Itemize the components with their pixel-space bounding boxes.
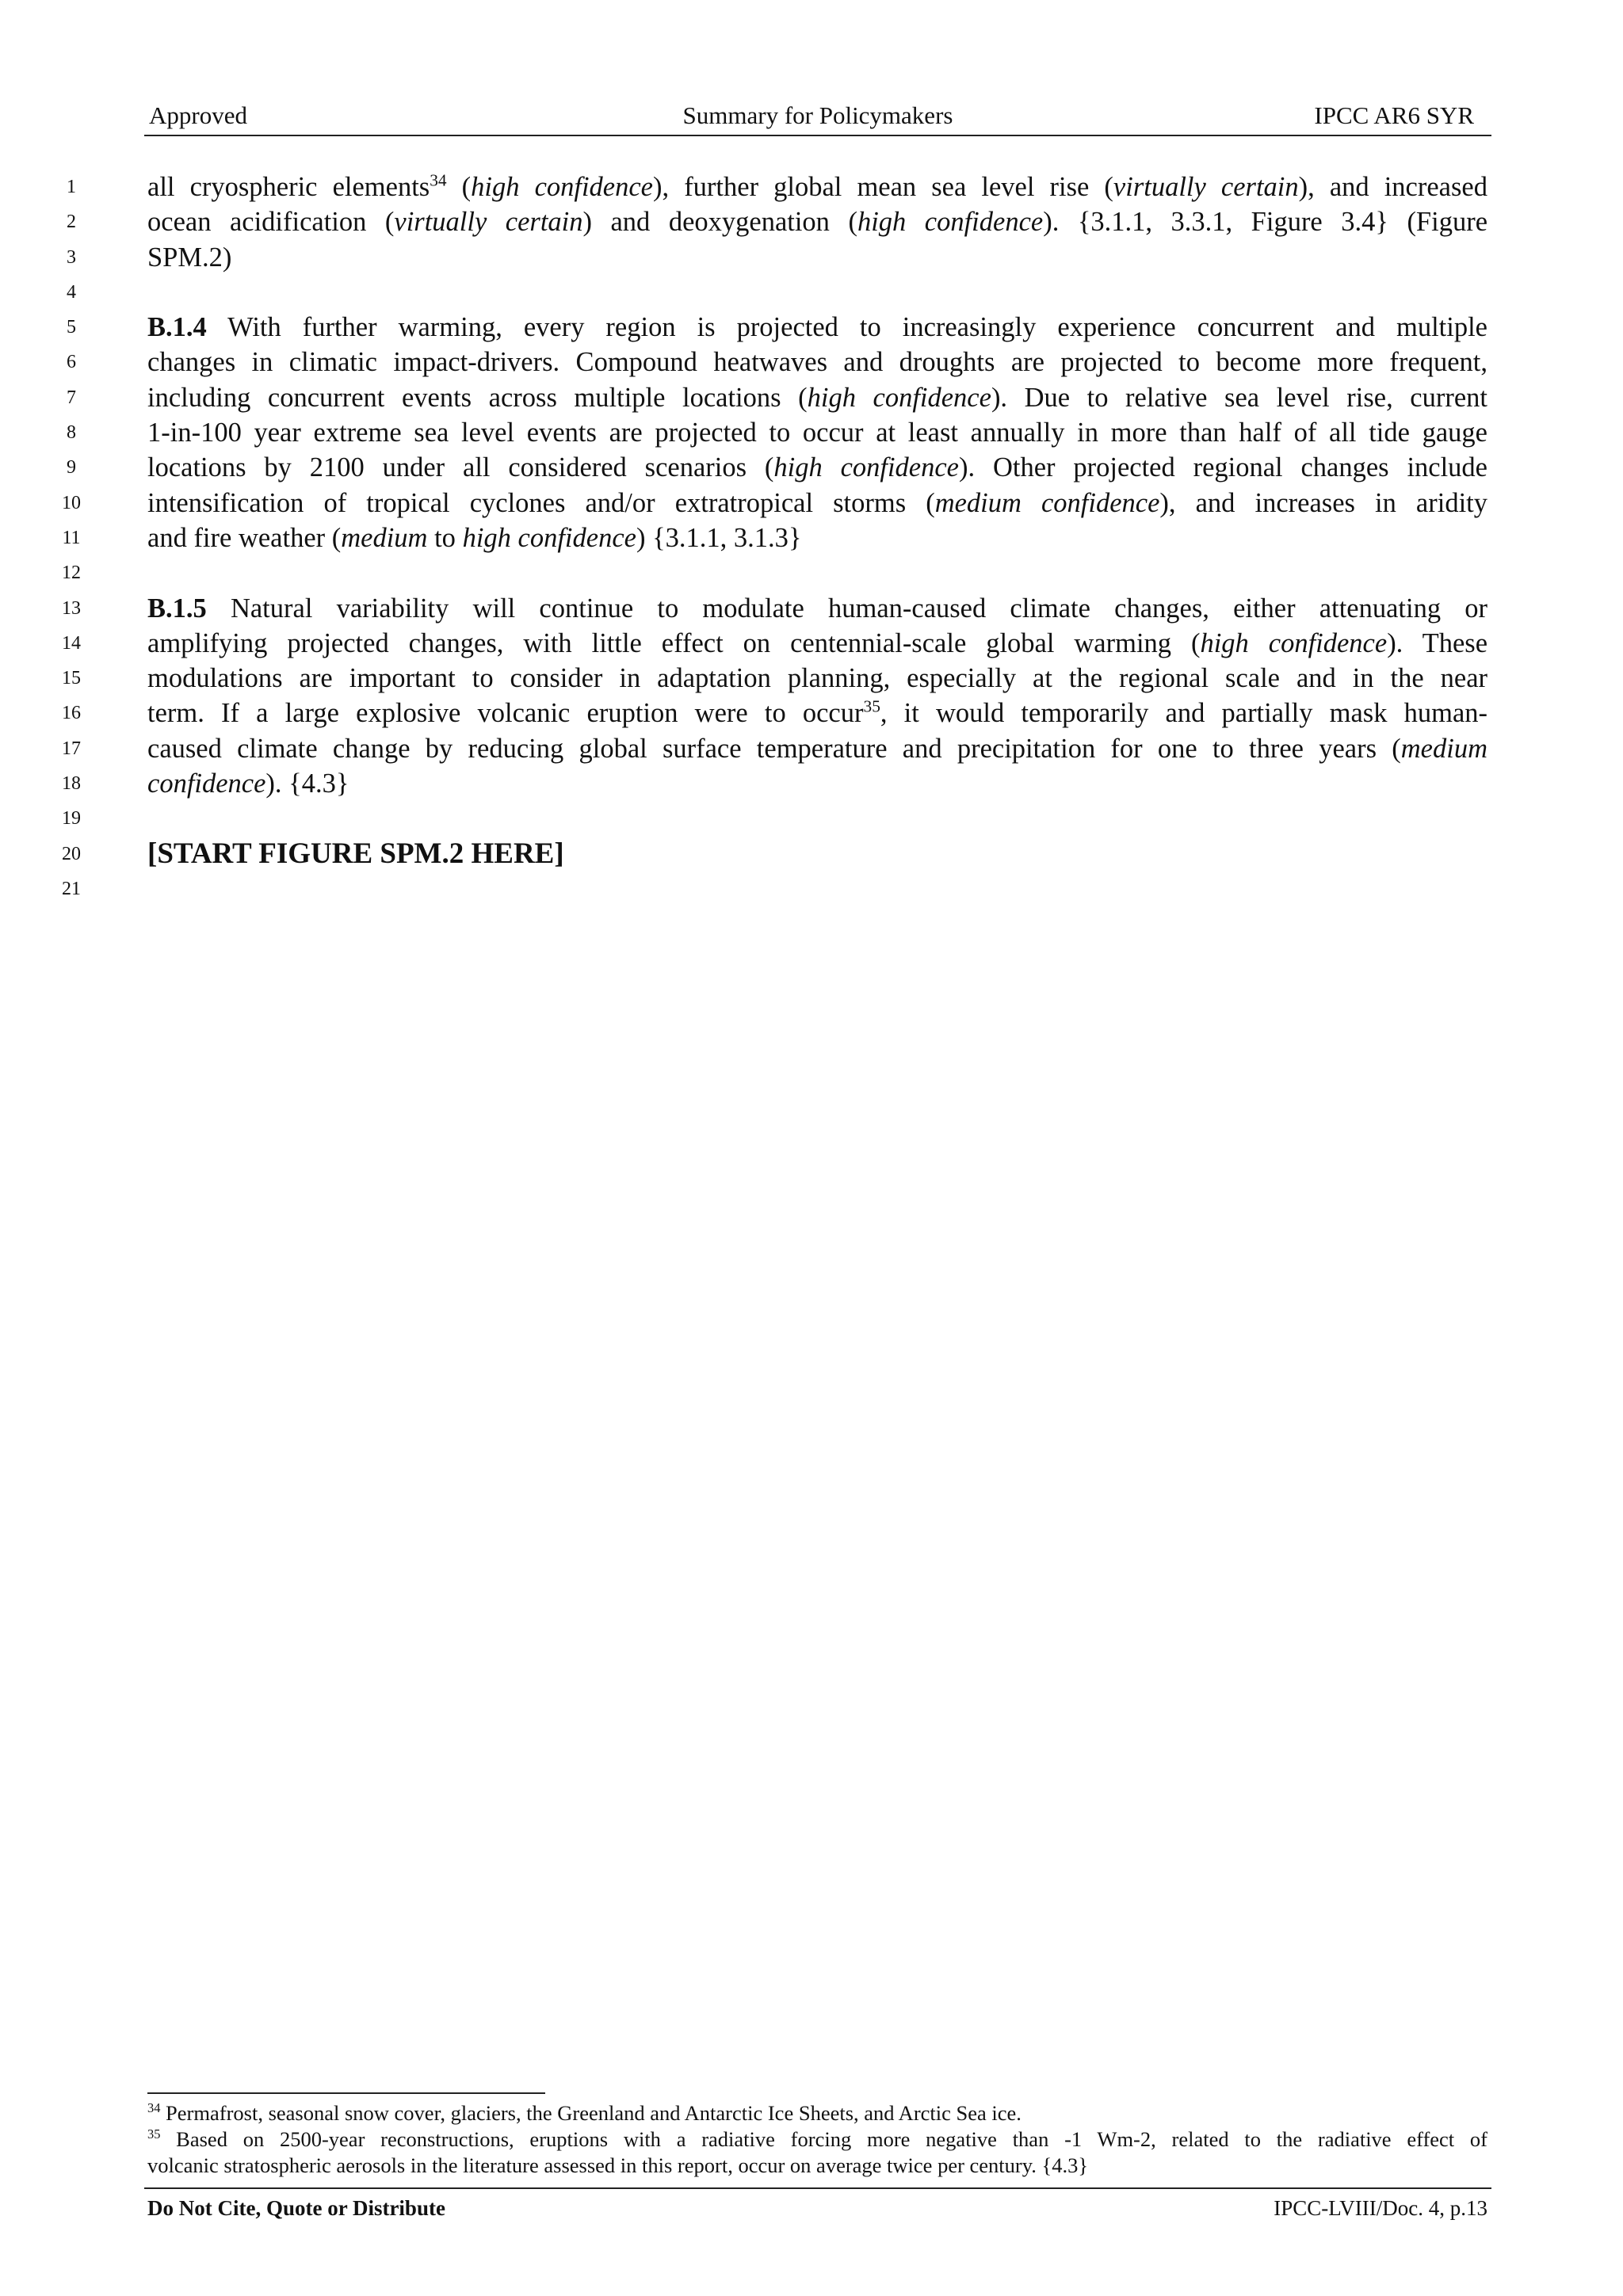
text-line: [67, 345, 1487, 379]
text-run: confidence: [147, 769, 266, 799]
text-run: high confidence: [773, 452, 959, 483]
line-number: 17: [62, 738, 81, 759]
line-text: [147, 450, 1487, 485]
line-number: 4: [67, 281, 76, 303]
text-run: all cryospheric elements: [147, 172, 430, 202]
text-run: Permafrost, seasonal snow cover, glaciers, the Greenland and Antarctic Ice Sheets, and Arctic Sea ice.: [160, 2101, 1022, 2125]
text-run: ). Due to relative sea level rise, current: [991, 382, 1487, 413]
text-run: amplifying projected changes, with little effect on centennial-scale global warming (: [147, 627, 1201, 658]
text-line: [62, 521, 1487, 555]
text-run: virtually certain: [394, 207, 583, 238]
line-number: 1: [67, 177, 76, 197]
text-run: , it would temporarily and partially mask human-: [880, 698, 1487, 729]
text-run: medium: [341, 522, 428, 553]
text-run: medium confidence: [934, 487, 1160, 518]
text-line: [62, 486, 1487, 521]
line-number: 19: [62, 808, 81, 830]
footer-notice: Do Not Cite, Quote or Distribute: [147, 2196, 445, 2220]
line-text: [147, 345, 1487, 379]
text-run: high confidence: [807, 382, 991, 413]
line-number: 10: [62, 492, 81, 513]
text-run: B.1.5: [147, 593, 207, 624]
text-run: modulations are important to consider in adaptation planning, especially at the regional scale and in the near: [147, 663, 1487, 694]
line-number: 18: [62, 773, 81, 795]
line-number: 3: [67, 246, 76, 268]
text-run: ), and increases in aridity: [1159, 487, 1487, 518]
text-line: [62, 661, 1487, 696]
text-run: ). Other projected regional changes include: [959, 452, 1487, 483]
text-run: volcanic stratospheric aerosols in the literature assessed in this report, occur on average twice per century. {4.3}: [147, 2153, 1089, 2177]
line-text: [147, 415, 1487, 450]
text-line: [62, 696, 1487, 730]
text-run: high confidence: [462, 522, 636, 553]
footnote-line: [147, 2100, 1487, 2126]
line-number: 21: [62, 878, 81, 899]
text-line: [67, 240, 1487, 275]
page-header: [144, 93, 1491, 136]
line-text: [147, 204, 1487, 239]
line-number: 8: [67, 422, 76, 444]
line-number: 9: [67, 457, 76, 479]
line-number: 5: [67, 317, 76, 338]
text-run: ), and increased: [1298, 172, 1487, 202]
footnote-line: [147, 2153, 1487, 2179]
line-number: 2: [67, 212, 76, 233]
text-run: ) {3.1.1, 3.1.3}: [636, 522, 802, 553]
text-run: and fire weather (: [147, 522, 342, 553]
line-text: [147, 310, 1487, 345]
figure-placeholder: [START FIGURE SPM.2 HERE]: [147, 837, 564, 870]
line-text: [147, 380, 1487, 415]
text-line: [67, 170, 1487, 204]
line-number: 16: [62, 703, 81, 724]
text-line: [67, 204, 1487, 239]
footnote-ref: 34: [147, 2100, 161, 2116]
text-run: changes in climatic impact-drivers. Compound heatwaves and droughts are projected to become more frequent,: [147, 347, 1487, 378]
line-number: 6: [67, 352, 76, 373]
body-text: [62, 170, 1487, 906]
line-text: [147, 837, 1487, 871]
text-run: ocean acidification (: [147, 207, 395, 238]
text-run: high confidence: [857, 207, 1044, 238]
text-run: virtually certain: [1113, 172, 1299, 202]
text-run: Based on 2500-year reconstructions, eruptions with a radiative forcing more negative than -1 Wm-2, related to the radiative effect of: [160, 2127, 1487, 2151]
text-line: [62, 766, 1487, 801]
line-number: 14: [62, 632, 81, 654]
line-number: 12: [62, 563, 81, 584]
line-text: [147, 626, 1487, 661]
text-line: [67, 275, 1487, 310]
line-text: [147, 731, 1487, 766]
line-text: [147, 766, 1487, 801]
text-run: high confidence: [1200, 627, 1388, 658]
line-number: 15: [62, 668, 81, 689]
text-line: [62, 555, 1487, 590]
text-run: With further warming, every region is projected to increasingly experience concurrent and multiple: [206, 312, 1487, 343]
header-report-name: IPCC AR6 SYR: [1314, 101, 1474, 129]
footer-divider: [144, 2187, 1491, 2189]
text-run: high confidence: [471, 172, 653, 202]
page-footer: [147, 2192, 1487, 2224]
text-run: ). {3.1.1, 3.3.1, Figure 3.4} (Figure: [1043, 207, 1487, 238]
line-number: 11: [62, 527, 81, 548]
text-line: [62, 731, 1487, 766]
text-run: caused climate change by reducing global surface temperature and precipitation for one to three years (: [147, 733, 1401, 764]
line-text: [147, 521, 1487, 555]
line-number: 7: [67, 387, 76, 408]
text-run: ). These: [1387, 627, 1487, 658]
footnote-ref: 34: [430, 170, 447, 190]
text-run: Natural variability will continue to modulate human-caused climate changes, either attenuating or: [206, 593, 1487, 624]
line-text: [147, 591, 1487, 626]
footnote-line: [147, 2126, 1487, 2153]
text-run: including concurrent events across multiple locations (: [147, 382, 808, 413]
text-run: B.1.4: [147, 312, 207, 343]
text-run: ), further global mean sea level rise (: [653, 172, 1113, 202]
line-text: [147, 486, 1487, 521]
text-line: [62, 591, 1487, 626]
footnote-ref: 35: [147, 2126, 161, 2142]
text-run: intensification of tropical cyclones and/or extratropical storms (: [147, 487, 935, 518]
text-run: to: [427, 522, 463, 553]
footnote-divider: [147, 2092, 545, 2094]
text-run: 1-in-100 year extreme sea level events are projected to occur at least annually in more than half of all tide gauge: [147, 418, 1487, 448]
header-status: Approved: [149, 101, 247, 129]
text-line: [67, 450, 1487, 485]
text-line: [62, 871, 1487, 906]
text-run: medium: [1400, 733, 1487, 764]
footer-page-ref: IPCC-LVIII/Doc. 4, p.13: [1274, 2196, 1487, 2220]
line-text: [147, 661, 1487, 696]
footnotes: [147, 2100, 1487, 2179]
text-run: (: [446, 172, 472, 202]
text-line: [62, 837, 1487, 871]
text-line: [67, 310, 1487, 345]
footnote-ref: 35: [863, 696, 880, 716]
text-line: [67, 415, 1487, 450]
text-run: ). {4.3}: [265, 769, 349, 799]
line-text: [147, 696, 1487, 730]
text-line: [62, 801, 1487, 836]
header-section-title: Summary for Policymakers: [682, 101, 953, 129]
line-text: [147, 170, 1487, 204]
text-line: [62, 626, 1487, 661]
line-number: 20: [62, 843, 81, 864]
text-run: SPM.2): [147, 242, 232, 273]
line-number: 13: [62, 597, 81, 619]
text-run: term. If a large explosive volcanic eruption were to occur: [147, 698, 864, 729]
text-line: [67, 380, 1487, 415]
text-run: locations by 2100 under all considered scenarios (: [147, 452, 774, 483]
text-run: ) and deoxygenation (: [582, 207, 857, 238]
line-text: [147, 240, 1487, 275]
